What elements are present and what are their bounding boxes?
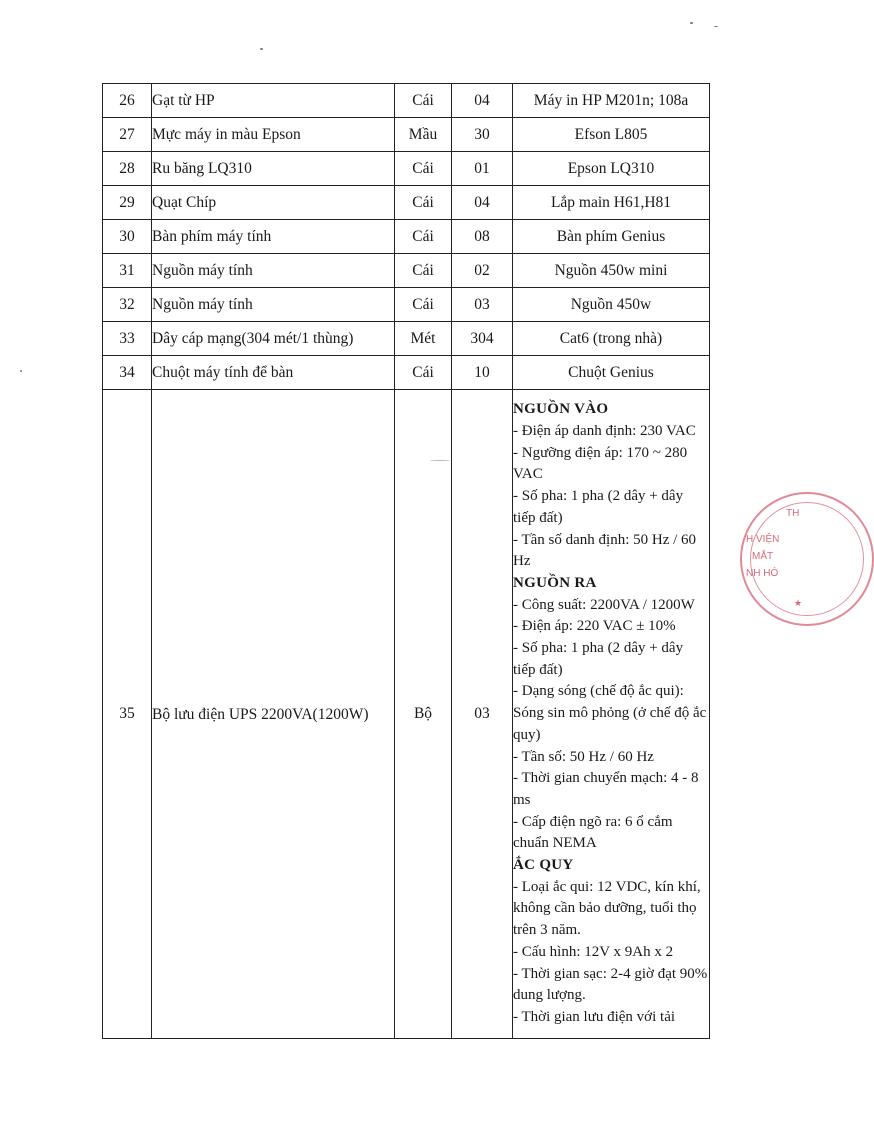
row-number: 35 xyxy=(103,390,152,1039)
row-number: 32 xyxy=(103,288,152,322)
seal-star-icon: ★ xyxy=(794,598,803,608)
item-note: Bàn phím Genius xyxy=(513,220,710,254)
item-unit: Bộ xyxy=(395,390,452,1039)
table-row xyxy=(103,152,710,186)
scan-speck xyxy=(714,26,718,27)
scan-speck xyxy=(430,460,450,461)
row-number: 27 xyxy=(103,118,152,152)
item-name: Mực máy in màu Epson xyxy=(152,118,395,152)
table-row xyxy=(103,84,710,118)
item-quantity: 304 xyxy=(452,322,513,356)
spec-line: - Tần số danh định: 50 Hz / 60 Hz xyxy=(513,531,697,570)
item-name: Gạt từ HP xyxy=(152,84,395,118)
seal-text: TH xyxy=(786,508,800,519)
seal-text: H VIỆN xyxy=(746,534,780,545)
ups-spec-cell xyxy=(513,390,710,1039)
table-row xyxy=(103,288,710,322)
table-row xyxy=(103,254,710,288)
table-row-ups xyxy=(103,390,710,1039)
table-body xyxy=(103,84,710,1039)
spec-line: - Thời gian sạc: 2-4 giờ đạt 90% dung lượng. xyxy=(513,965,708,1004)
item-unit: Cái xyxy=(395,186,452,220)
scan-speck xyxy=(260,48,263,50)
item-note: Nguồn 450w xyxy=(513,288,710,322)
item-name: Ru băng LQ310 xyxy=(152,152,395,186)
row-number: 29 xyxy=(103,186,152,220)
item-unit: Mầu xyxy=(395,118,452,152)
item-note: Efson L805 xyxy=(513,118,710,152)
row-number: 26 xyxy=(103,84,152,118)
item-unit: Cái xyxy=(395,356,452,390)
seal-text: MẮT xyxy=(752,551,774,562)
table-row xyxy=(103,322,710,356)
item-unit: Cái xyxy=(395,84,452,118)
table-row xyxy=(103,118,710,152)
item-name: Quạt Chíp xyxy=(152,186,395,220)
battery-heading: ẮC QUY xyxy=(513,857,574,874)
item-name: Bộ lưu điện UPS 2200VA(1200W) xyxy=(152,390,395,1039)
spec-line: - Loại ắc qui: 12 VDC, kín khí, không cần bảo dưỡng, tuổi thọ trên 3 năm. xyxy=(513,878,701,939)
item-name: Nguồn máy tính xyxy=(152,288,395,322)
spec-line: - Số pha: 1 pha (2 dây + dây tiếp đất) xyxy=(513,488,684,526)
row-number: 33 xyxy=(103,322,152,356)
spec-line: - Ngưỡng điện áp: 170 ~ 280 VAC xyxy=(513,444,688,483)
row-number: 28 xyxy=(103,152,152,186)
table-row xyxy=(103,186,710,220)
item-note: Lắp main H61,H81 xyxy=(513,186,710,220)
equipment-table xyxy=(102,83,710,1039)
item-name: Dây cáp mạng(304 mét/1 thùng) xyxy=(152,322,395,356)
row-number: 34 xyxy=(103,356,152,390)
spec-line: - Số pha: 1 pha (2 dây + dây tiếp đất) xyxy=(513,640,684,678)
item-unit: Cái xyxy=(395,220,452,254)
spec-line: - Thời gian chuyển mạch: 4 - 8 ms xyxy=(513,770,699,808)
spec-line: - Công suất: 2200VA / 1200W xyxy=(513,596,695,613)
row-number: 31 xyxy=(103,254,152,288)
item-name: Chuột máy tính để bàn xyxy=(152,356,395,390)
item-unit: Cái xyxy=(395,288,452,322)
table-row xyxy=(103,220,710,254)
spec-line: - Tần số: 50 Hz / 60 Hz xyxy=(513,748,654,765)
input-heading: NGUỒN VÀO xyxy=(513,401,609,418)
spec-line: - Cấp điện ngõ ra: 6 ổ cắm chuẩn NEMA xyxy=(513,813,673,852)
spec-line: - Thời gian lưu điện với tải xyxy=(513,1008,676,1025)
spec-line: - Dạng sóng (chế độ ắc qui): Sóng sin mô phỏng (ở chế độ ắc quy) xyxy=(513,683,707,743)
item-note: Máy in HP M201n; 108a xyxy=(513,84,710,118)
scan-speck xyxy=(690,22,693,24)
item-unit: Cái xyxy=(395,152,452,186)
seal-text: NH HÓ xyxy=(746,568,779,579)
item-quantity: 04 xyxy=(452,84,513,118)
item-quantity: 03 xyxy=(452,288,513,322)
red-seal-stamp xyxy=(740,492,874,626)
item-quantity: 08 xyxy=(452,220,513,254)
spec-line: - Điện áp danh định: 230 VAC xyxy=(513,423,696,439)
output-heading: NGUỒN RA xyxy=(513,574,597,591)
spec-line: - Điện áp: 220 VAC ± 10% xyxy=(513,618,676,635)
item-quantity: 30 xyxy=(452,118,513,152)
table-row xyxy=(103,356,710,390)
item-quantity: 02 xyxy=(452,254,513,288)
item-quantity: 04 xyxy=(452,186,513,220)
item-quantity: 10 xyxy=(452,356,513,390)
item-name: Nguồn máy tính xyxy=(152,254,395,288)
item-note: Chuột Genius xyxy=(513,356,710,390)
item-quantity: 03 xyxy=(452,390,513,1039)
item-note: Nguồn 450w mini xyxy=(513,254,710,288)
spec-line: - Cấu hình: 12V x 9Ah x 2 xyxy=(513,943,674,960)
item-unit: Mét xyxy=(395,322,452,356)
item-name: Bàn phím máy tính xyxy=(152,220,395,254)
item-note: Epson LQ310 xyxy=(513,152,710,186)
item-quantity: 01 xyxy=(452,152,513,186)
scan-speck xyxy=(20,370,22,372)
row-number: 30 xyxy=(103,220,152,254)
item-note: Cat6 (trong nhà) xyxy=(513,322,710,356)
item-unit: Cái xyxy=(395,254,452,288)
